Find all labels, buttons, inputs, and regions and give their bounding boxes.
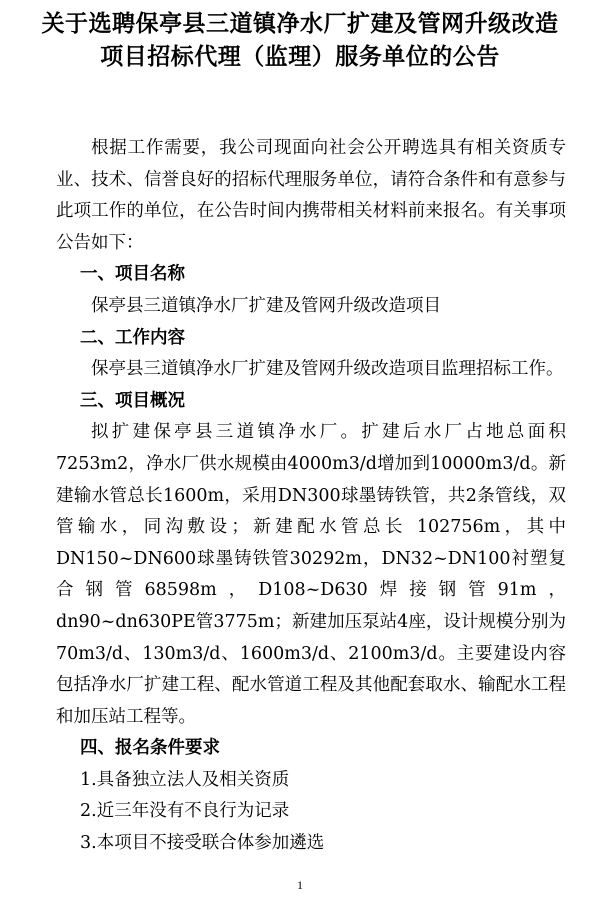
requirement-item: 2.近三年没有不良行为记录 [80, 801, 290, 822]
intro-paragraph: 根据工作需要，我公司现面向社会公开聘选具有相关资质专业、技术、信誉良好的招标代理服务单位，请符合条件和有意参与此项工作的单位，在公告时间内携带相关材料前来报名。有关事项公告如下： [56, 138, 566, 253]
section-heading-project-overview: 三、项目概况 [80, 390, 185, 411]
document-body [56, 133, 566, 860]
project-name-text: 保亭县三道镇净水厂扩建及管网升级改造项目 [91, 295, 441, 316]
requirement-item: 1.具备独立法人及相关资质 [80, 769, 290, 790]
requirement-item: 3.本项目不接受联合体参加遴选 [80, 833, 325, 854]
document-title: 关于选聘保亭县三道镇净水厂扩建及管网升级改造项目招标代理（监理）服务单位的公告 [41, 11, 559, 70]
work-content-text: 保亭县三道镇净水厂扩建及管网升级改造项目监理招标工作。 [91, 359, 564, 380]
section-heading-project-name: 一、项目名称 [80, 264, 185, 285]
project-overview-text: 拟扩建保亭县三道镇净水厂。扩建后水厂占地总面积7253m2，净水厂供水规模由4000m3/d增加到10000m3/d。新建输水管总长1600m，采用DN300球墨铸铁管，共2条管线，双管输水，同沟敷设；新建配水管总长 102756m，其中DN150~DN600球墨铸铁管30292m，DN32~DN100衬塑复合钢管68598m，D108~D630焊接钢管91m，dn90~dn630PE管3775m；新建加压泵站4座，设计规模分别为70m3/d、130m3/d、1600m3/d、2100m3/d。主要建设内容包括净水厂扩建工程、配水管道工程及其他配套取水、输配水工程和加压站工程等。 [56, 422, 566, 727]
section-heading-requirements: 四、报名条件要求 [80, 738, 220, 759]
page-number: 1 [297, 878, 303, 892]
section-heading-work-content: 二、工作内容 [80, 327, 185, 348]
